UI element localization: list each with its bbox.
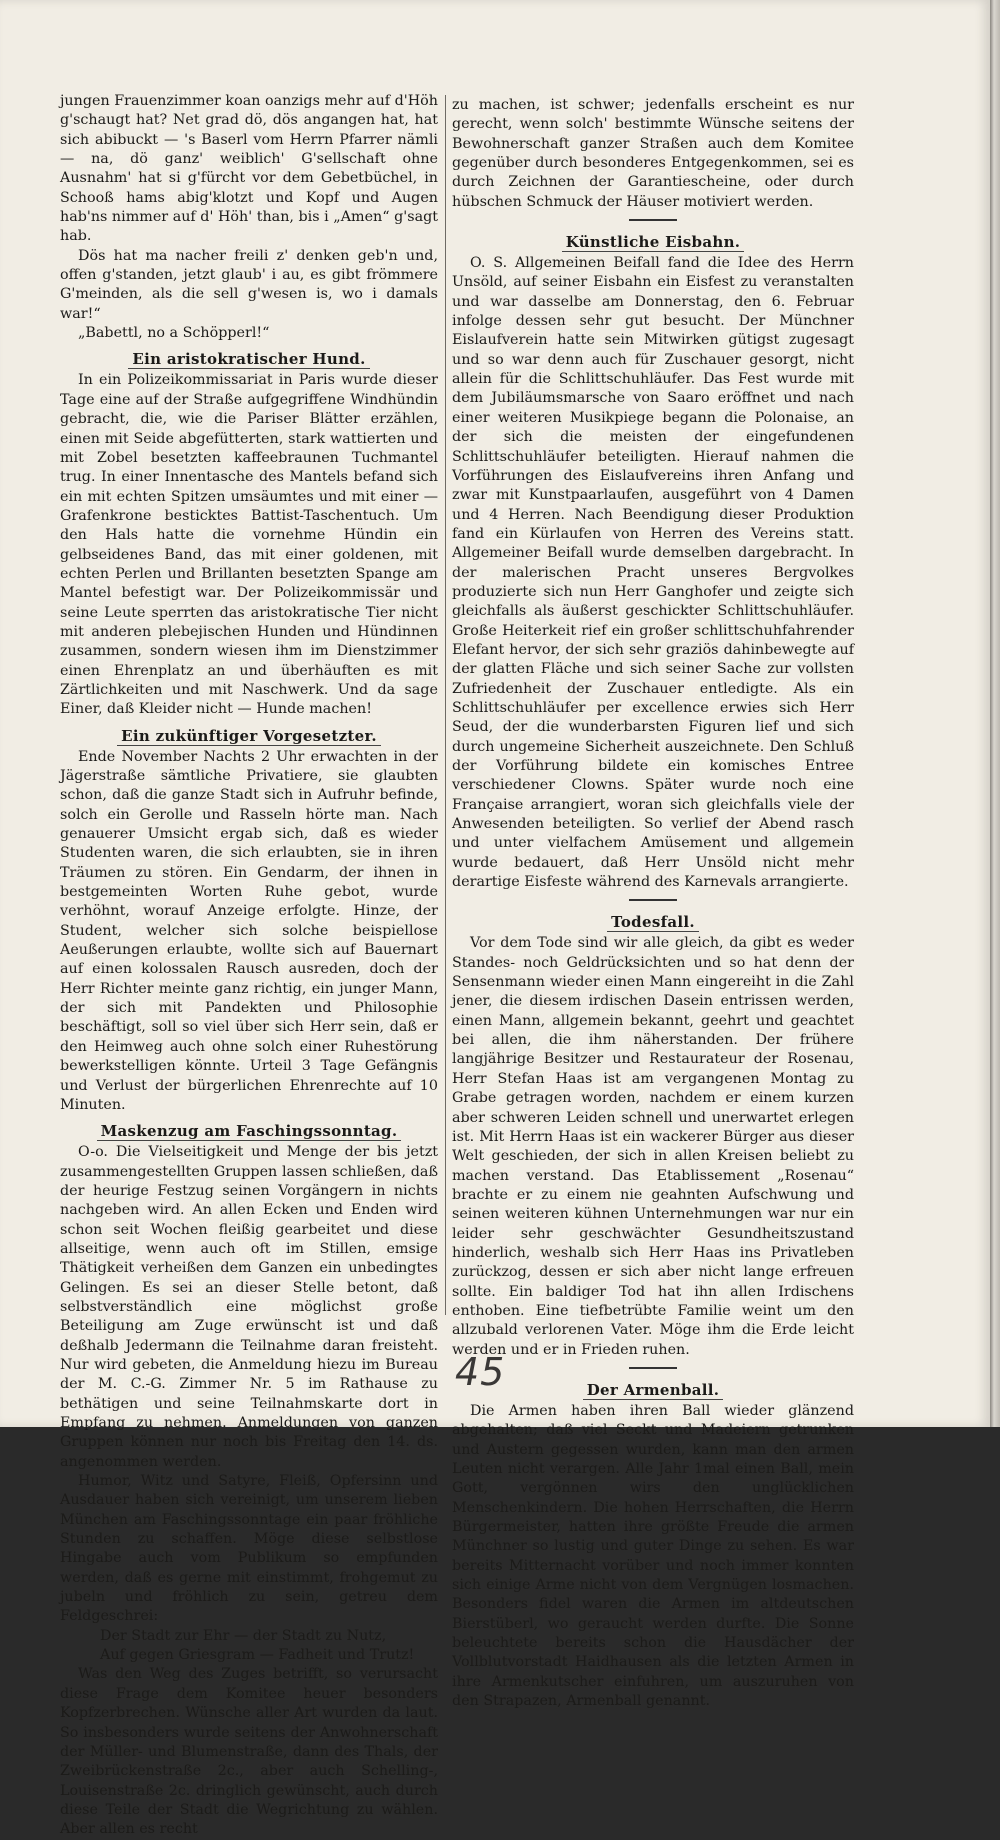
paragraph: Was den Weg des Zuges betrifft, so verursacht diese Frage dem Komitee heuer besonders Kopfzerbrechen. Wünsche aller Art wurden da laut. So insbesonders wurde seitens der Anwohnerschaft der Müller- und Blumenstraße, dann des Thals, der Zweibrückenstraße 2c., aber auch Schelling-, Louisenstraße 2c. dringlich gewünscht, auch durch diese Teile der Stadt die Wegrichtung zu wählen. Aber allen es recht [60, 1666, 438, 1838]
paragraph: O-o. Die Vielseitigkeit und Menge der bis jetzt zusammengestellten Gruppen lassen schließen, daß der heurige Festzug seinen Vorgängern in nichts nachgeben wird. An allen Ecken und Enden wird schon seit Wochen fleißig gearbeitet und diese allseitige, wenn auch oft im Stillen, emsige Thätigkeit verheißen dem Ganzen ein unbedingtes Gelingen. Es sei an dieser Stelle betont, daß selbstverständlich eine möglichst große Beteiligung am Zuge erwünscht ist und daß deßhalb Jedermann die Teilnahme daran freisteht. Nur wird gebeten, die Anmeldung hiezu im Bureau der M. C.-G. Zimmer Nr. 5 im Rathause zu bethätigen und seine Teilnahmskarte dort in Empfang zu nehmen. Anmeldungen von ganzen Gruppen können nur noch bis Freitag den 14. ds. angenommen werden. [60, 1144, 438, 1470]
paragraph: O. S. Allgemeinen Beifall fand die Idee des Herrn Unsöld, auf seiner Eisbahn ein Eisfest zu veranstalten und war dasselbe am Donnerstag, den 6. Februar infolge dessen sehr gut besucht. Der Münchner Eislaufverein hatte sein Mitwirken gütigst zugesagt und so war denn auch für Zuschauer gesorgt, nicht allein für die Schlittschuhläufer. Das Fest wurde mit dem Jubiläumsmarsche von Saaro eröffnet und nach einer weiteren Musikpiege begann die Polonaise, an der sich die meisten der eingefundenen Schlittschuhläufer beteiligten. Hierauf nahmen die Vorführungen des Eislaufvereins ihren Anfang und zwar mit Kunstpaarlaufen, ausgeführt von 4 Damen und 4 Herren. Nach Beendigung dieser Produktion fand ein Kürlaufen von Herren des Vereins statt. Allgemeiner Beifall wurde demselben dargebracht. In der malerischen Pracht unseres Bergvolkes produzierte sich nun Herr Ganghofer und zeigte sich gleichfalls als äußerst geschickter Schlittschuhläufer. Große Heiterkeit rief ein großer schlittschuhfahrender Elefant hervor, der sich sehr graziös dahinbewegte auf der glatten Fläche und sich seiner Sache zur vollsten Zufriedenheit der Zuschauer entledigte. Als ein Schlittschuhläufer per excellence erwies sich Herr Seud, der die wunderbarsten Figuren lief und sich durch ungemeine Sicherheit auszeichnete. Den Schluß der Vorführung bildete ein komisches Entree verschiedener Clowns. Später wurde noch eine Française arrangiert, woran sich gleichfalls viele der Anwesenden beteiligten. So verlief der Abend rasch und unter vielfachem Amüsement und allgemein wurde bedauert, daß Herr Unsöld nicht mehr derartige Eisfeste während des Karnevals arrangierte. [452, 255, 854, 891]
heading-text: Maskenzug am Faschingssonntag. [97, 1122, 402, 1141]
left-column [60, 92, 438, 1840]
article-heading [60, 726, 438, 746]
paragraph: Vor dem Tode sind wir alle gleich, da gibt es weder Standes- noch Geldrücksichten und so hat denn der Sensenmann wieder einen Mann eingereiht in die Zahl jener, die diesem irdischen Dasein entrissen werden, einen Mann, allgemein bekannt, geehrt und geachtet bei allen, die ihm näherstanden. Der frühere langjährige Besitzer und Restaurateur der Rosenau, Herr Stefan Haas ist am vergangenen Montag zu Grabe getragen worden, nachdem er einem kurzen aber schweren Leiden schnell und unerwartet erlegen ist. Mit Herrn Haas ist ein wackerer Bürger aus dieser Welt geschieden, der sich in allen Kreisen beliebt zu machen verstand. Das Etablissement „Rosenau“ brachte er zu einem nie geahnten Aufschwung und seinen weiteren kühnen Unternehmungen war nur ein leider sehr geschwächter Gesundheitszustand hinderlich, weshalb sich Herr Haas ins Privatleben zurückzog, dessen er sich aber nicht lange erfreuen sollte. Ein baldiger Tod hat ihn allen Irdischens enthoben. Eine tiefbetrübte Familie weint um den allzubald verlorenen Vater. Möge ihm die Erde leicht werden und er in Frieden ruhen. [452, 935, 854, 1358]
paragraph: zu machen, ist schwer; jedenfalls erscheint es nur gerecht, wenn solch' bestimmte Wünsche seitens der Bewohnerschaft ganzer Straßen auch dem Komitee gegenüber durch besonderes Entgegenkommen, sei es durch Zeichnen der Garantiescheine, oder durch hübschen Schmuck der Häuser motiviert werden. [452, 97, 854, 210]
article-heading [452, 1380, 854, 1400]
paragraph: Dös hat ma nacher freili z' denken geb'n und, offen g'standen, jetzt glaub' i au, es gibt frömmere G'meinden, als die sell g'wesen is, wo i damals war!“ [60, 247, 438, 322]
article-heading [60, 349, 438, 369]
heading-text: Der Armenball. [583, 1381, 724, 1400]
paragraph: „Babettl, no a Schöpperl!“ [78, 325, 270, 342]
heading-text: Todesfall. [607, 913, 699, 932]
verse-line: Auf gegen Griesgram — Fadheit und Trutz! [100, 1647, 415, 1664]
handwritten-page-number: 45 [455, 1350, 506, 1394]
article-heading [452, 232, 854, 252]
article-heading [452, 912, 854, 932]
section-rule [452, 212, 854, 226]
right-column [452, 96, 854, 1711]
paragraph: Ende November Nachts 2 Uhr erwachten in der Jägerstraße sämtliche Privatiere, sie glaubten schon, daß die ganze Stadt sich in Aufruhr befinde, solch ein Gerolle und Rasseln hörte man. Nach genauerer Umsicht ergab sich, daß es wieder Studenten waren, die sich erlaubten, sie in ihren Träumen zu stören. Ein Gendarm, der ihnen in bestgemeinten Worten Ruhe gebot, wurde verhöhnt, worauf Anzeige erfolgte. Hinze, der Student, welcher sich solche beispiellose Aeußerungen erlaubte, wollte sich auf Bauernart auf einen kolossalen Rausch ausreden, doch der Herr Richter meinte ganz richtig, ein junger Mann, der sich mit Pandekten und Philosophie beschäftigt, soll so viel über sich Herr sein, daß er den Heimweg auch ohne solch einer Ruhestörung bewerkstelligen könnte. Urteil 3 Tage Gefängnis und Verlust der bürgerlichen Ehrenrechte auf 10 Minuten. [60, 748, 438, 1113]
heading-text: Ein zukünftiger Vorgesetzter. [117, 727, 381, 746]
heading-text: Ein aristokratischer Hund. [128, 350, 369, 369]
verse-line: Der Stadt zur Ehr — der Stadt zu Nutz, [100, 1627, 387, 1644]
paragraph: Die Armen haben ihren Ball wieder glänzend abgehalten; daß viel Seckt und Madeiern getrunken und Austern gegessen wurden, kann man den armen Leuten nicht verargen. Alle Jahr 1mal einen Ball, mein Gott, vergönnen wirs den unglücklichen Menschenkindern. Die hohen Herrschaften, die Herrn Bürgermeister, hatten ihre größte Freude die armen Münchner so lustig und guter Dinge zu sehen. Es war bereits Mitternacht vorüber und noch immer konnten sich einige Arme nicht von dem Vergnügen losmachen. Besonders fidel waren die Armen im altdeutschen Bierstüberl, wo geraucht werden durfte. Die Sonne beleuchtete bereits schon die Hausdächer der Vollblutvorstadt Haidhausen als die letzten Armen in ihre Armenkutscher einfuhren, um auszuruhen von den Strapazen, Armenball genannt. [452, 1402, 854, 1710]
paragraph: In ein Polizeikommissariat in Paris wurde dieser Tage eine auf der Straße aufgegriffene Windhündin gebracht, die, wie die Pariser Blätter erzählen, einen mit Seide abgefütterten, stark wattierten und mit Zobel besetzten kaffeebraunen Tuchmantel trug. In einer Innentasche des Mantels befand sich ein mit echten Spitzen umsäumtes und mit einer — Grafenkrone besticktes Battist-Taschentuch. Um den Hals hatte die vornehme Hündin ein gelbseidenes Band, das mit einer goldenen, mit echten Perlen und Brillanten besetzten Spange am Mantel befestigt war. Der Polizeikommissär und seine Leute sperrten das aristokratische Tier nicht mit anderen plebejischen Hunden und Hündinnen zusammen, sondern wiesen ihm im Dienstzimmer einen Ehrenplatz an und überhäuften es mit Zärtlichkeiten und mit Naschwerk. Und da sage Einer, daß Kleider nicht — Hunde machen! [60, 372, 438, 718]
heading-text: Künstliche Eisbahn. [562, 233, 745, 252]
column-divider [445, 95, 446, 1315]
section-rule [452, 1360, 854, 1374]
paragraph: Humor, Witz und Satyre, Fleiß, Opfersinn und Ausdauer haben sich vereinigt, um unserem lieben München am Faschingssonntage ein paar fröhliche Stunden zu schaffen. Möge diese selbstlose Hingabe auch vom Publikum so empfunden werden, daß es gerne mit einstimmt, frohgemut zu jubeln und fröhlich zu sein, getreu dem Feldgeschrei: [60, 1473, 438, 1625]
section-rule [452, 892, 854, 906]
article-heading [60, 1121, 438, 1141]
page-edge [990, 0, 1000, 1427]
paragraph: jungen Frauenzimmer koan oanzigs mehr auf d'Höh g'schaugt hat? Net grad dö, dös angangen hat, hat sich abibuckt — 's Baserl vom Herrn Pfarrer nämli — na, dö ganz' weiblich' G'sellschaft ohne Ausnahm' hat si g'fürcht vor dem Gebetbüchel, in Schooß hams abig'klotzt und Kopf und Augen hab'ns nimmer auf d' Höh' than, bis i „Amen“ g'sagt hab. [60, 93, 438, 245]
